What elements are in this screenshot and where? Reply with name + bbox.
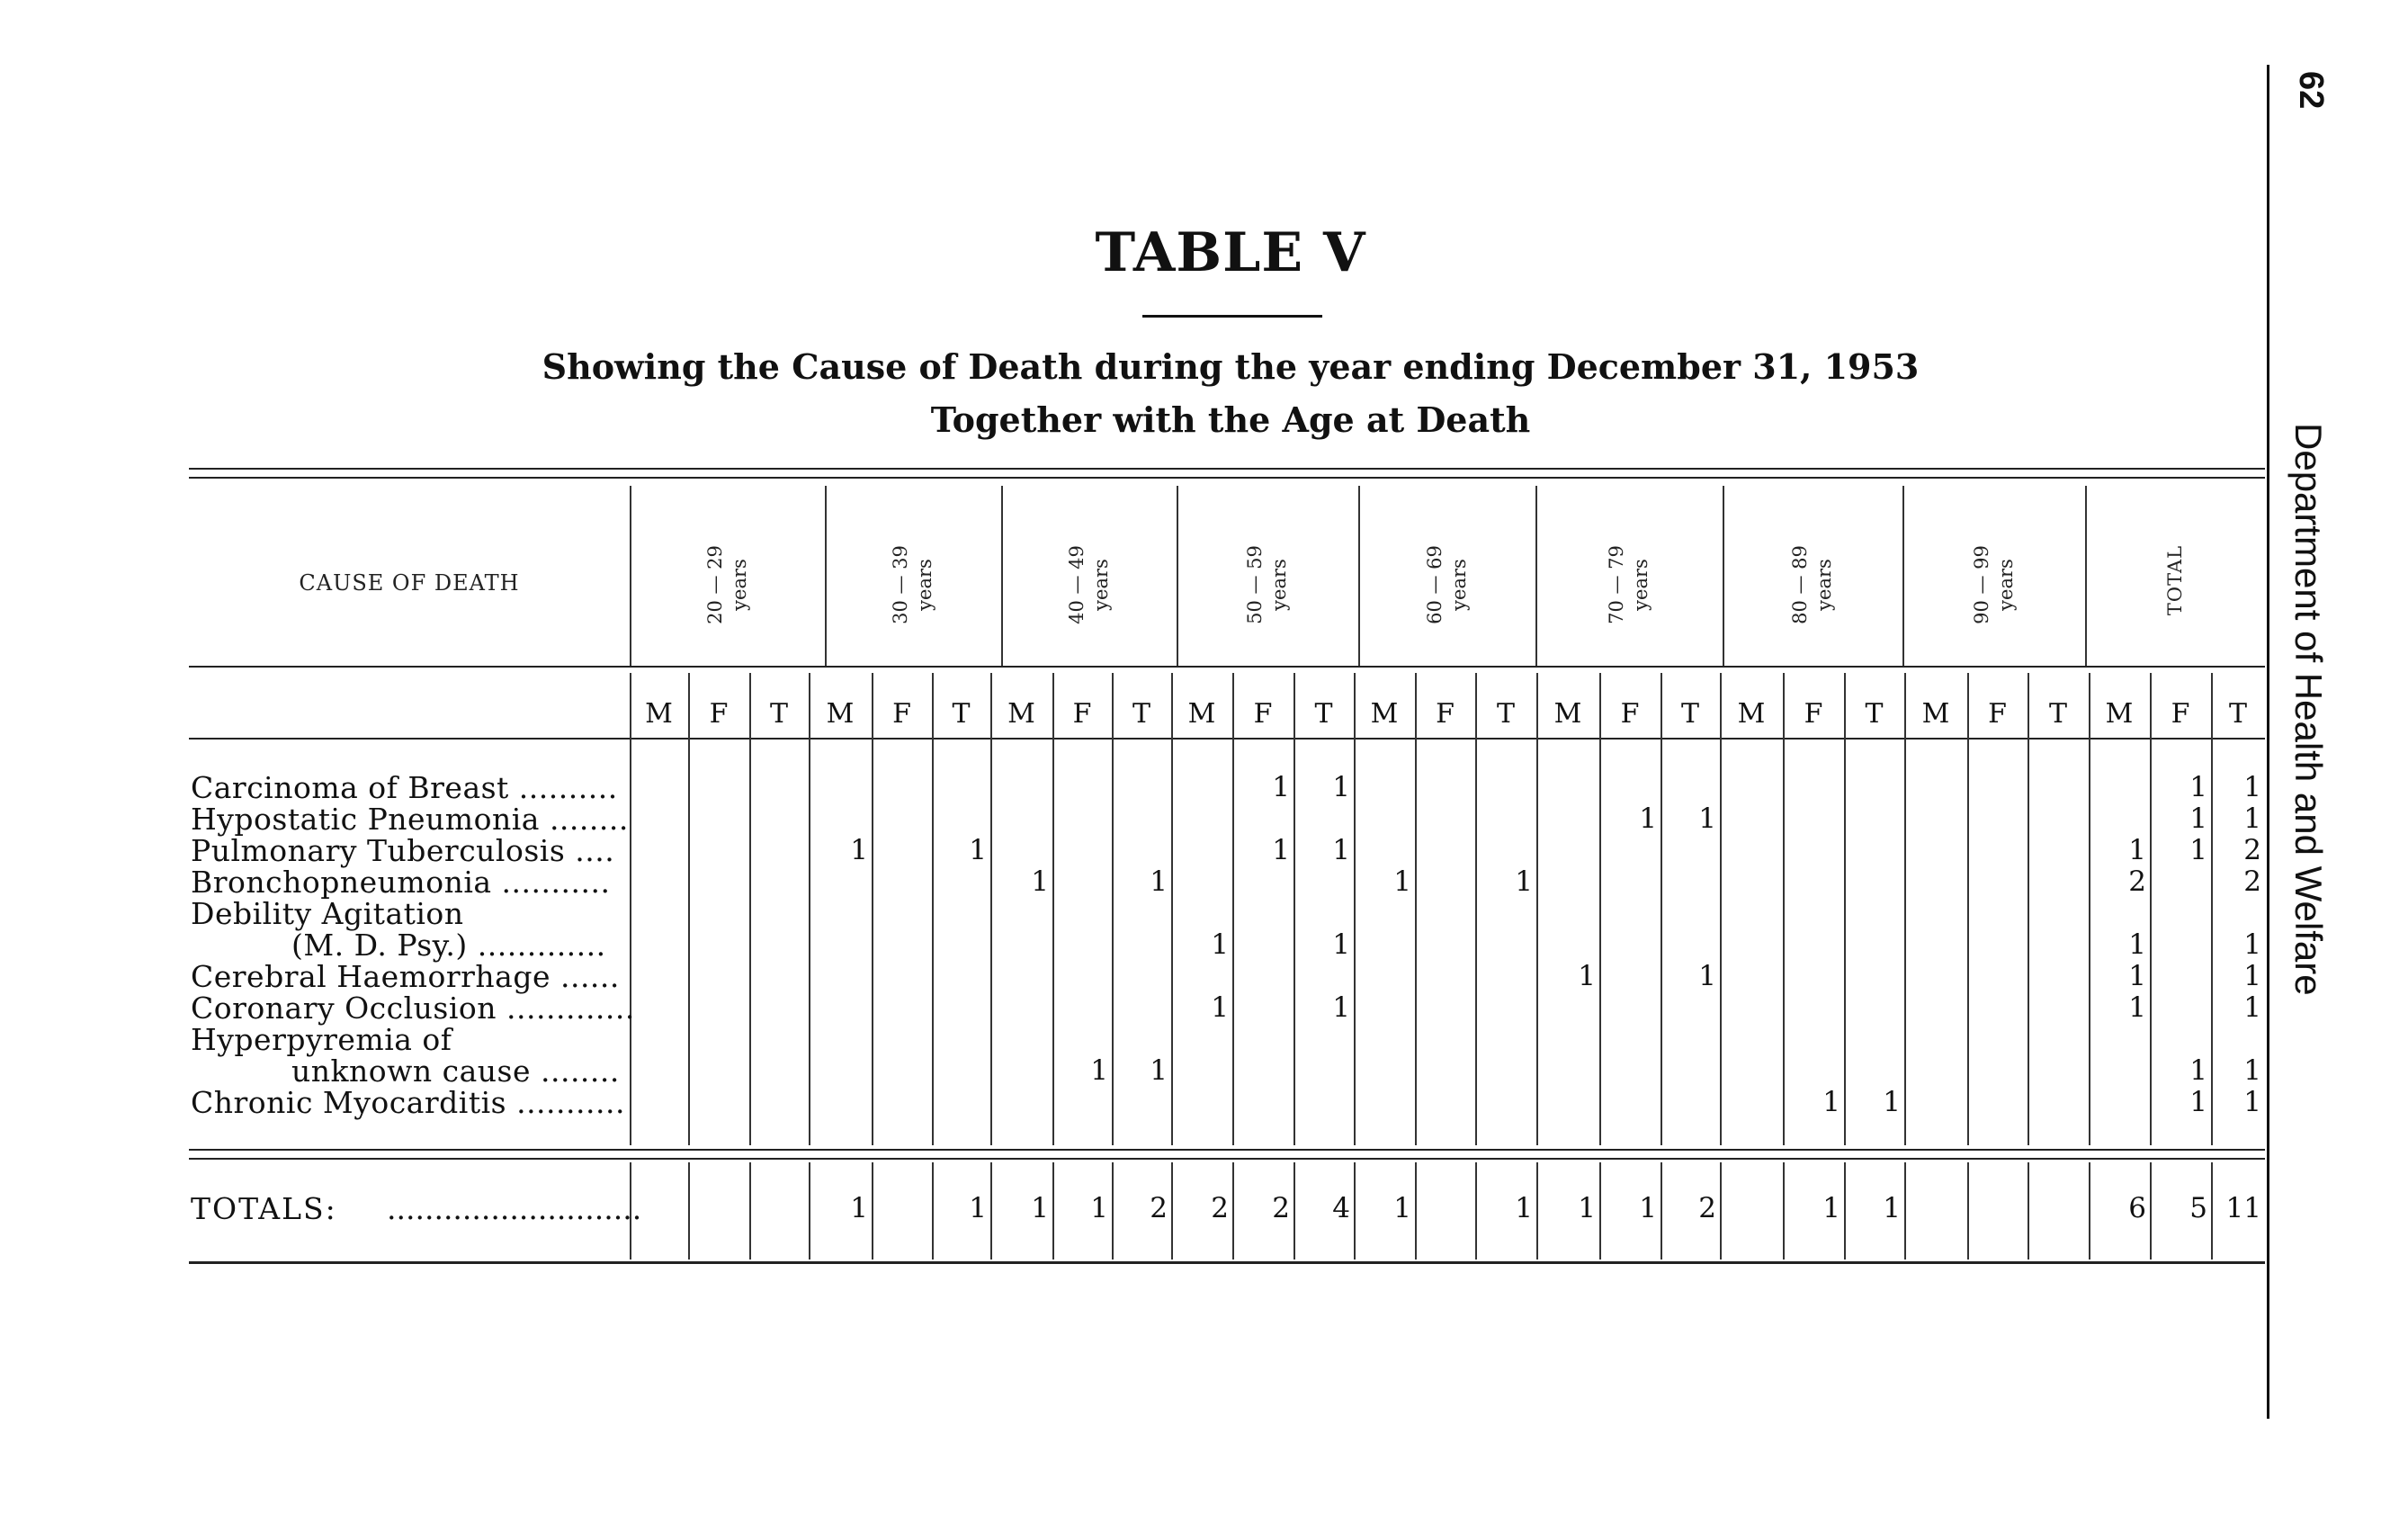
column-divider [1536, 1162, 1538, 1260]
header-divider [630, 486, 631, 666]
table-cell-value: 1 [1031, 865, 1049, 898]
column-divider [2150, 1162, 2152, 1260]
cause-of-death-label: (M. D. Psy.) ............. [291, 928, 606, 963]
column-divider [1844, 1162, 1846, 1260]
sex-column-header: F [892, 698, 911, 730]
table-rule [189, 477, 2265, 479]
table-cell-value: 1 [2243, 928, 2261, 961]
table-rule [189, 1149, 2265, 1151]
table-cell-value: 1 [1698, 802, 1716, 835]
table-cell-value: 1 [1150, 865, 1168, 898]
column-divider [1904, 673, 1906, 1145]
age-unit-label: years [1994, 559, 2017, 611]
sex-column-header: T [1865, 698, 1884, 730]
sex-column-header: M [645, 698, 673, 730]
sex-column-header: T [1496, 698, 1515, 730]
age-range-label: 80 — 89 [1789, 545, 1811, 624]
table-title: TABLE V [1095, 221, 1366, 284]
age-range-label: 50 — 59 [1244, 545, 1266, 624]
age-range-label: 90 — 99 [1970, 545, 1992, 624]
sex-column-header: M [2105, 698, 2134, 730]
age-range-label: 70 — 79 [1606, 545, 1627, 624]
column-divider [749, 673, 751, 1145]
table-cell-value: 1 [1822, 1086, 1840, 1118]
totals-cell-value: 11 [2225, 1192, 2261, 1224]
totals-cell-value: 1 [1515, 1192, 1533, 1224]
column-divider [932, 673, 934, 1145]
column-divider [1844, 673, 1846, 1145]
column-divider [688, 673, 690, 1145]
table-cell-value: 1 [850, 834, 868, 866]
column-divider [1720, 1162, 1722, 1260]
table-rule [189, 1261, 2265, 1264]
column-divider [688, 1162, 690, 1260]
column-divider [2089, 1162, 2090, 1260]
title-rule [1142, 315, 1322, 318]
cause-of-death-label: Hypostatic Pneumonia ........ [191, 802, 629, 837]
cause-of-death-label: unknown cause ........ [291, 1053, 620, 1089]
table-subtitle: Showing the Cause of Death during the year ending December 31, 1953 [542, 346, 1920, 387]
table-cell-value: 1 [1211, 928, 1229, 961]
totals-cell-value: 1 [1883, 1192, 1901, 1224]
sex-column-header: T [1132, 698, 1150, 730]
table-cell-value: 1 [2243, 802, 2261, 835]
sex-column-header: T [2228, 698, 2247, 730]
table-cell-value: 1 [2243, 771, 2261, 803]
column-divider [1783, 1162, 1785, 1260]
totals-cell-value: 2 [1211, 1192, 1229, 1224]
table-cell-value: 2 [2128, 865, 2146, 898]
table-cell-value: 1 [1639, 802, 1657, 835]
column-divider [1354, 1162, 1356, 1260]
sex-column-header: M [1921, 698, 1950, 730]
table-cell-value: 1 [1272, 771, 1290, 803]
column-divider [1967, 673, 1969, 1145]
sex-column-header: T [2048, 698, 2067, 730]
column-divider [990, 673, 992, 1145]
column-divider [1232, 1162, 1234, 1260]
age-unit-label: years [914, 559, 935, 611]
table-cell-value: 1 [969, 834, 987, 866]
age-group-header [1786, 517, 1840, 652]
age-group-header [1240, 517, 1294, 652]
cause-of-death-label: Pulmonary Tuberculosis .... [191, 833, 615, 868]
column-divider [809, 673, 810, 1145]
table-cell-value: 1 [1211, 991, 1229, 1024]
sex-column-header: F [1436, 698, 1455, 730]
cause-of-death-label: Bronchopneumonia ........... [191, 865, 611, 900]
sex-column-header: F [1253, 698, 1273, 730]
table-cell-value: 1 [1150, 1054, 1168, 1087]
header-divider [1001, 486, 1003, 666]
table-cell-value: 1 [2243, 960, 2261, 992]
cause-of-death-label: Chronic Myocarditis ........... [191, 1085, 625, 1120]
column-divider [1415, 673, 1417, 1145]
sex-column-header: M [1370, 698, 1399, 730]
table-cell-value: 1 [1332, 834, 1350, 866]
column-divider [1171, 1162, 1173, 1260]
table-cell-value: 1 [1090, 1054, 1108, 1087]
table-cell-value: 1 [1332, 771, 1350, 803]
table-cell-value: 1 [2189, 1054, 2207, 1087]
totals-cell-value: 6 [2128, 1192, 2146, 1224]
age-unit-label: years [1268, 559, 1290, 611]
sex-column-header: F [709, 698, 729, 730]
table-cell-value: 1 [1515, 865, 1533, 898]
age-group-header [886, 517, 940, 652]
totals-label: TOTALS: [191, 1191, 337, 1226]
column-divider [872, 673, 873, 1145]
table-cell-value: 1 [2189, 802, 2207, 835]
age-group-header [1602, 517, 1656, 652]
totals-cell-value: 5 [2189, 1192, 2207, 1224]
table-rule [189, 468, 2265, 470]
column-divider [1294, 1162, 1295, 1260]
header-divider [1358, 486, 1360, 666]
table-cell-value: 1 [2128, 928, 2146, 961]
sex-column-header: T [1680, 698, 1699, 730]
table-cell-value: 1 [2243, 991, 2261, 1024]
sex-column-header: T [769, 698, 788, 730]
table-subtitle-2: Together with the Age at Death [930, 399, 1531, 440]
totals-cell-value: 4 [1332, 1192, 1350, 1224]
sex-column-header: F [1988, 698, 2007, 730]
totals-leader-dots: ........................... [387, 1191, 642, 1226]
column-divider [1171, 673, 1173, 1145]
column-divider [1904, 1162, 1906, 1260]
age-group-header [1420, 517, 1474, 652]
header-divider [1535, 486, 1537, 666]
table-cell-value: 1 [1393, 865, 1411, 898]
column-divider [1599, 1162, 1601, 1260]
column-divider [809, 1162, 810, 1260]
table-cell-value: 1 [2128, 960, 2146, 992]
table-cell-value: 1 [2189, 834, 2207, 866]
sex-column-header: T [1314, 698, 1333, 730]
column-divider [1415, 1162, 1417, 1260]
column-divider [2150, 673, 2152, 1145]
age-unit-label: years [1089, 559, 1112, 611]
totals-cell-value: 1 [1822, 1192, 1840, 1224]
totals-cell-value: 2 [1272, 1192, 1290, 1224]
table-cell-value: 1 [1698, 960, 1716, 992]
table-cell-value: 1 [2243, 1054, 2261, 1087]
totals-cell-value: 1 [1639, 1192, 1657, 1224]
column-divider [2089, 673, 2090, 1145]
age-unit-label: years [1813, 559, 1835, 611]
header-divider [825, 486, 827, 666]
age-unit-label: years [1447, 559, 1470, 611]
totals-cell-value: 1 [1090, 1192, 1108, 1224]
column-divider [1475, 1162, 1477, 1260]
totals-cell-value: 1 [850, 1192, 868, 1224]
table-rule [189, 738, 2265, 740]
column-divider [1536, 673, 1538, 1145]
sex-column-header: M [1007, 698, 1035, 730]
column-divider [1783, 673, 1785, 1145]
column-divider [1354, 673, 1356, 1145]
table-cell-value: 1 [1332, 991, 1350, 1024]
sex-column-header: F [1620, 698, 1640, 730]
sex-column-header: M [1553, 698, 1582, 730]
age-range-label: 30 — 39 [890, 545, 911, 624]
age-unit-label: years [728, 559, 750, 611]
cause-of-death-label: Carcinoma of Breast .......... [191, 770, 618, 805]
age-unit-label: years [1630, 559, 1652, 611]
cause-of-death-header: CAUSE OF DEATH [299, 570, 520, 596]
totals-cell-value: 1 [1393, 1192, 1411, 1224]
age-range-label: 20 — 29 [703, 545, 726, 624]
table-cell-value: 1 [1883, 1086, 1901, 1118]
column-divider [1967, 1162, 1969, 1260]
column-divider [749, 1162, 751, 1260]
totals-cell-value: 2 [1698, 1192, 1716, 1224]
cause-of-death-label: Hyperpyremia of [191, 1022, 452, 1057]
header-divider [1723, 486, 1724, 666]
age-group-header [701, 517, 755, 652]
column-divider [630, 673, 631, 1145]
column-divider [990, 1162, 992, 1260]
sex-column-header: T [952, 698, 971, 730]
sex-column-header: F [1804, 698, 1823, 730]
column-divider [2028, 1162, 2029, 1260]
cause-of-death-label: Debility Agitation [191, 896, 464, 931]
table-cell-value: 1 [1578, 960, 1596, 992]
table-rule [189, 666, 2265, 668]
table-cell-value: 1 [2189, 1086, 2207, 1118]
department-name: Department of Health and Welfare [2287, 423, 2330, 996]
table-cell-value: 2 [2243, 834, 2261, 866]
column-divider [1661, 673, 1662, 1145]
header-divider [1902, 486, 1904, 666]
age-group-header [1062, 517, 1116, 652]
column-divider [1720, 673, 1722, 1145]
totals-cell-value: 2 [1150, 1192, 1168, 1224]
table-cell-value: 1 [2189, 771, 2207, 803]
totals-cell-value: 1 [1578, 1192, 1596, 1224]
totals-cell-value: 1 [969, 1192, 987, 1224]
column-divider [872, 1162, 873, 1260]
column-divider [1599, 673, 1601, 1145]
table-cell-value: 2 [2243, 865, 2261, 898]
table-cell-value: 1 [2128, 834, 2146, 866]
sex-column-header: M [826, 698, 855, 730]
table-cell-value: 1 [2243, 1086, 2261, 1118]
sex-column-header: M [1187, 698, 1216, 730]
total-header: TOTAL [2164, 544, 2186, 616]
column-divider [1294, 673, 1295, 1145]
sex-column-header: M [1737, 698, 1766, 730]
header-divider [2085, 486, 2087, 666]
table-cell-value: 1 [1272, 834, 1290, 866]
sex-column-header: F [2171, 698, 2190, 730]
column-divider [2028, 673, 2029, 1145]
sex-column-header: F [1072, 698, 1092, 730]
margin-rule [2267, 65, 2269, 1419]
header-divider [1177, 486, 1178, 666]
table-cell-value: 1 [1332, 928, 1350, 961]
column-divider [1475, 673, 1477, 1145]
table-cell-value: 1 [2128, 991, 2146, 1024]
cause-of-death-label: Cerebral Haemorrhage ...... [191, 959, 620, 994]
column-divider [1232, 673, 1234, 1145]
page-number: 62 [2292, 70, 2330, 110]
age-group-header [1967, 517, 2021, 652]
cause-of-death-label: Coronary Occlusion ............. [191, 991, 635, 1026]
table-rule [189, 1158, 2265, 1160]
age-range-label: 60 — 69 [1423, 545, 1446, 624]
totals-cell-value: 1 [1031, 1192, 1049, 1224]
age-range-label: 40 — 49 [1065, 545, 1088, 624]
